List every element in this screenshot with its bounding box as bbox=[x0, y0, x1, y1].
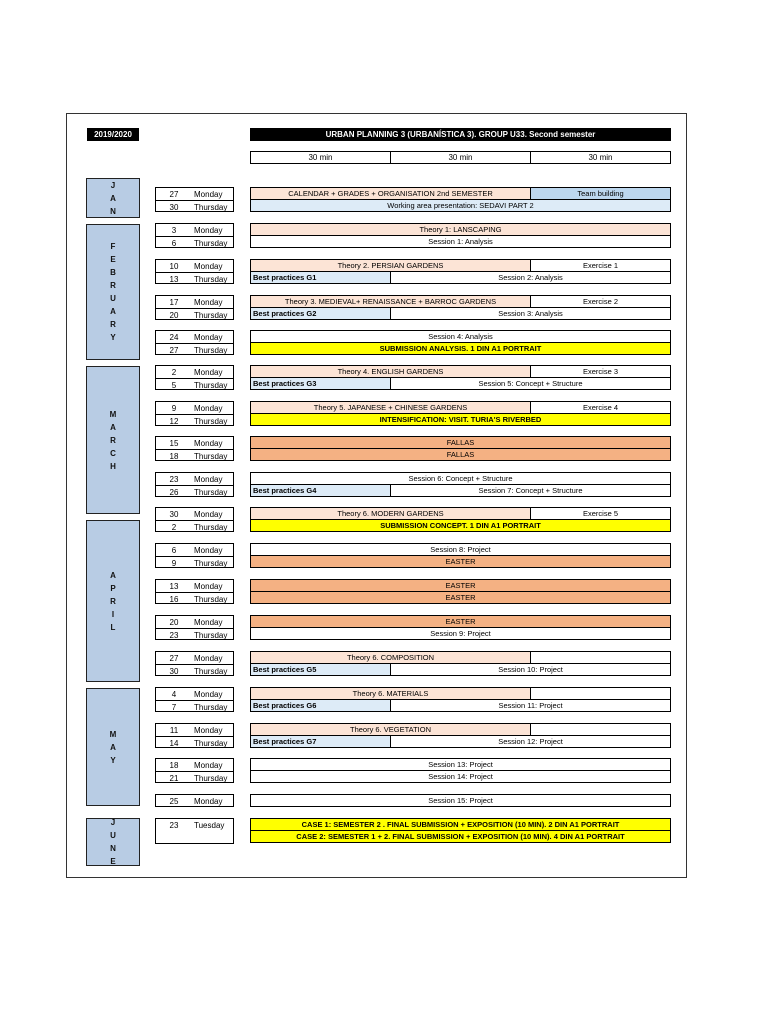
schedule-cell: Session 12: Project bbox=[390, 735, 671, 748]
weekday-name: Monday bbox=[194, 760, 223, 770]
day-number: 15 bbox=[169, 438, 179, 448]
day-number: 25 bbox=[169, 796, 179, 806]
month-letter: R bbox=[110, 281, 116, 290]
month-letter: P bbox=[110, 583, 116, 593]
date-row bbox=[156, 831, 233, 843]
date-row bbox=[156, 736, 233, 749]
month-letter: E bbox=[110, 255, 116, 264]
day-number: 23 bbox=[169, 630, 179, 640]
day-number: 20 bbox=[169, 617, 179, 627]
month-letter: N bbox=[110, 206, 116, 216]
schedule-cell: CASE 1: SEMESTER 2 . FINAL SUBMISSION + EXPOSITION (10 MIN). 2 DIN A1 PORTRAIT bbox=[250, 818, 671, 831]
weekday-name: Monday bbox=[194, 367, 223, 377]
schedule-cell: Theory 6. VEGETATION bbox=[250, 723, 531, 736]
schedule-cell: Theory 4. ENGLISH GARDENS bbox=[250, 365, 531, 378]
date-box bbox=[155, 295, 234, 320]
month-letter: M bbox=[109, 729, 117, 739]
date-row bbox=[156, 260, 233, 272]
weekday-name: Monday bbox=[194, 332, 223, 342]
month-label bbox=[86, 818, 140, 866]
date-row bbox=[156, 652, 233, 664]
date-row bbox=[156, 724, 233, 736]
date-row bbox=[156, 378, 233, 391]
weekday-name: Monday bbox=[194, 689, 223, 699]
schedule-cell: Session 3: Analysis bbox=[390, 307, 671, 320]
weekday-name: Thursday bbox=[194, 274, 228, 284]
weekday-name: Monday bbox=[194, 617, 223, 627]
date-row bbox=[156, 485, 233, 498]
date-row bbox=[156, 616, 233, 628]
date-row bbox=[156, 236, 233, 249]
schedule-cell: Exercise 3 bbox=[530, 365, 671, 378]
day-number: 13 bbox=[169, 581, 179, 591]
weekday-name: Monday bbox=[194, 297, 223, 307]
month-letter: U bbox=[110, 831, 116, 840]
month-label bbox=[86, 520, 140, 682]
day-number: 18 bbox=[169, 451, 179, 461]
schedule-cell: Session 13: Project bbox=[250, 758, 671, 771]
date-box bbox=[155, 615, 234, 640]
duration-col-1: 30 min bbox=[250, 151, 391, 164]
weekday-name: Monday bbox=[194, 581, 223, 591]
date-box bbox=[155, 758, 234, 783]
month-label bbox=[86, 366, 140, 514]
day-number: 16 bbox=[169, 594, 179, 604]
schedule-cell: Session 11: Project bbox=[390, 699, 671, 712]
schedule-cell: INTENSIFICATION: VISIT. TURIA'S RIVERBED bbox=[250, 413, 671, 426]
date-row bbox=[156, 200, 233, 213]
day-number: 14 bbox=[169, 738, 179, 748]
day-number: 27 bbox=[169, 189, 179, 199]
schedule-cell: Session 7: Concept + Structure bbox=[390, 484, 671, 497]
date-box bbox=[155, 687, 234, 712]
date-row bbox=[156, 795, 233, 807]
day-number: 6 bbox=[171, 238, 177, 248]
day-number: 6 bbox=[171, 545, 177, 555]
month-label bbox=[86, 178, 140, 218]
date-row bbox=[156, 296, 233, 308]
day-number: 23 bbox=[169, 820, 179, 830]
date-row bbox=[156, 819, 233, 831]
course-title: URBAN PLANNING 3 (URBANÍSTICA 3). GROUP U33. Second semester bbox=[250, 128, 671, 141]
day-number: 17 bbox=[169, 297, 179, 307]
weekday-name: Monday bbox=[194, 261, 223, 271]
month-letter: R bbox=[110, 596, 116, 606]
duration-col-2: 30 min bbox=[390, 151, 531, 164]
schedule-cell: EASTER bbox=[250, 591, 671, 604]
day-number: 2 bbox=[171, 367, 177, 377]
schedule-cell: SUBMISSION ANALYSIS. 1 DIN A1 PORTRAIT bbox=[250, 342, 671, 355]
schedule-cell: Best practices G1 bbox=[250, 271, 391, 284]
month-letter: A bbox=[110, 742, 116, 752]
weekday-name: Thursday bbox=[194, 702, 228, 712]
schedule-cell: Exercise 1 bbox=[530, 259, 671, 272]
schedule-cell: Theory 3. MEDIEVAL+ RENAISSANCE + BARROC GARDENS bbox=[250, 295, 531, 308]
month-letter: Y bbox=[110, 333, 116, 342]
schedule-cell: Exercise 2 bbox=[530, 295, 671, 308]
month-letter: J bbox=[110, 180, 116, 190]
schedule-cell: Session 4: Analysis bbox=[250, 330, 671, 343]
day-number: 18 bbox=[169, 760, 179, 770]
schedule-cell: Theory 1: LANSCAPING bbox=[250, 223, 671, 236]
date-box bbox=[155, 223, 234, 248]
date-box bbox=[155, 723, 234, 748]
day-number: 9 bbox=[171, 403, 177, 413]
day-number: 20 bbox=[169, 310, 179, 320]
date-row bbox=[156, 664, 233, 677]
day-number: 7 bbox=[171, 702, 177, 712]
weekday-name: Thursday bbox=[194, 202, 228, 212]
schedule-cell: EASTER bbox=[250, 579, 671, 592]
weekday-name: Thursday bbox=[194, 345, 228, 355]
schedule-cell: FALLAS bbox=[250, 448, 671, 461]
month-letter: A bbox=[110, 570, 116, 580]
schedule-cell: Session 6: Concept + Structure bbox=[250, 472, 671, 485]
month-letter: R bbox=[110, 435, 116, 445]
day-number: 13 bbox=[169, 274, 179, 284]
date-box bbox=[155, 436, 234, 461]
day-number: 30 bbox=[169, 202, 179, 212]
date-row bbox=[156, 224, 233, 236]
month-label bbox=[86, 688, 140, 806]
weekday-name: Monday bbox=[194, 438, 223, 448]
month-letter: M bbox=[109, 409, 117, 419]
date-row bbox=[156, 700, 233, 713]
schedule-cell: Exercise 5 bbox=[530, 507, 671, 520]
day-number: 3 bbox=[171, 225, 177, 235]
month-letter: C bbox=[110, 448, 116, 458]
month-letter: H bbox=[110, 461, 116, 471]
day-number: 11 bbox=[169, 725, 179, 735]
date-row bbox=[156, 580, 233, 592]
schedule-cell: Session 1: Analysis bbox=[250, 235, 671, 248]
day-number: 27 bbox=[169, 653, 179, 663]
weekday-name: Thursday bbox=[194, 594, 228, 604]
weekday-name: Monday bbox=[194, 509, 223, 519]
schedule-cell: Exercise 4 bbox=[530, 401, 671, 414]
weekday-name: Thursday bbox=[194, 416, 228, 426]
weekday-name: Thursday bbox=[194, 451, 228, 461]
schedule-cell: Session 5: Concept + Structure bbox=[390, 377, 671, 390]
day-number: 5 bbox=[171, 380, 177, 390]
schedule-cell: Best practices G4 bbox=[250, 484, 391, 497]
day-number: 23 bbox=[169, 474, 179, 484]
date-box bbox=[155, 543, 234, 568]
month-letter: A bbox=[110, 422, 116, 432]
date-box bbox=[155, 187, 234, 212]
weekday-name: Monday bbox=[194, 545, 223, 555]
date-row bbox=[156, 508, 233, 520]
weekday-name: Monday bbox=[194, 225, 223, 235]
weekday-name: Thursday bbox=[194, 487, 228, 497]
day-number: 30 bbox=[169, 509, 179, 519]
date-row bbox=[156, 188, 233, 200]
date-row bbox=[156, 592, 233, 605]
day-number: 12 bbox=[169, 416, 179, 426]
date-row bbox=[156, 556, 233, 569]
schedule-cell: Best practices G2 bbox=[250, 307, 391, 320]
date-row bbox=[156, 331, 233, 343]
schedule-cell: Best practices G6 bbox=[250, 699, 391, 712]
date-row bbox=[156, 544, 233, 556]
month-letter: A bbox=[110, 307, 116, 316]
date-row bbox=[156, 628, 233, 641]
month-letter: F bbox=[110, 242, 116, 251]
schedule-cell: Best practices G5 bbox=[250, 663, 391, 676]
schedule-cell: Session 2: Analysis bbox=[390, 271, 671, 284]
schedule-cell: Session 9: Project bbox=[250, 627, 671, 640]
year-label: 2019/2020 bbox=[87, 128, 139, 141]
month-letter: N bbox=[110, 844, 116, 853]
date-row bbox=[156, 771, 233, 784]
weekday-name: Monday bbox=[194, 796, 223, 806]
date-row bbox=[156, 449, 233, 462]
date-box bbox=[155, 401, 234, 426]
schedule-cell: Session 15: Project bbox=[250, 794, 671, 807]
day-number: 24 bbox=[169, 332, 179, 342]
schedule-cell: FALLAS bbox=[250, 436, 671, 449]
day-number: 21 bbox=[169, 773, 179, 783]
day-number: 27 bbox=[169, 345, 179, 355]
weekday-name: Monday bbox=[194, 653, 223, 663]
weekday-name: Thursday bbox=[194, 238, 228, 248]
date-box bbox=[155, 794, 234, 807]
weekday-name: Thursday bbox=[194, 380, 228, 390]
weekday-name: Thursday bbox=[194, 630, 228, 640]
month-label bbox=[86, 224, 140, 360]
schedule-cell: EASTER bbox=[250, 615, 671, 628]
month-letter: L bbox=[110, 622, 116, 632]
date-row bbox=[156, 688, 233, 700]
month-letter: A bbox=[110, 193, 116, 203]
schedule-cell: Session 14: Project bbox=[250, 770, 671, 783]
weekday-name: Thursday bbox=[194, 522, 228, 532]
date-row bbox=[156, 414, 233, 427]
date-box bbox=[155, 651, 234, 676]
month-letter: U bbox=[110, 294, 116, 303]
schedule-cell: Team building bbox=[530, 187, 671, 200]
date-box bbox=[155, 330, 234, 355]
date-box bbox=[155, 472, 234, 497]
month-letter: B bbox=[110, 268, 116, 277]
day-number: 10 bbox=[169, 261, 179, 271]
month-letter: E bbox=[110, 857, 116, 866]
schedule-cell: Session 8: Project bbox=[250, 543, 671, 556]
month-letter: R bbox=[110, 320, 116, 329]
schedule-cell: CALENDAR + GRADES + ORGANISATION 2nd SEMESTER bbox=[250, 187, 531, 200]
date-box bbox=[155, 259, 234, 284]
weekday-name: Monday bbox=[194, 403, 223, 413]
weekday-name: Monday bbox=[194, 725, 223, 735]
day-number: 2 bbox=[171, 522, 177, 532]
day-number: 30 bbox=[169, 666, 179, 676]
date-row bbox=[156, 366, 233, 378]
schedule-cell: Best practices G7 bbox=[250, 735, 391, 748]
date-box bbox=[155, 579, 234, 604]
weekday-name: Monday bbox=[194, 189, 223, 199]
month-letter: I bbox=[111, 609, 115, 619]
schedule-cell: CASE 2: SEMESTER 1 + 2. FINAL SUBMISSION + EXPOSITION (10 MIN). 4 DIN A1 PORTRAIT bbox=[250, 830, 671, 843]
date-row bbox=[156, 402, 233, 414]
weekday-name: Thursday bbox=[194, 738, 228, 748]
schedule-cell: Theory 6. COMPOSITION bbox=[250, 651, 531, 664]
date-box bbox=[155, 507, 234, 532]
date-row bbox=[156, 308, 233, 321]
schedule-cell: Session 10: Project bbox=[390, 663, 671, 676]
date-box bbox=[155, 365, 234, 390]
date-row bbox=[156, 343, 233, 356]
date-row bbox=[156, 272, 233, 285]
weekday-name: Thursday bbox=[194, 310, 228, 320]
date-row bbox=[156, 520, 233, 533]
schedule-cell: Best practices G3 bbox=[250, 377, 391, 390]
date-row bbox=[156, 473, 233, 485]
schedule-cell: EASTER bbox=[250, 555, 671, 568]
weekday-name: Thursday bbox=[194, 773, 228, 783]
weekday-name: Monday bbox=[194, 474, 223, 484]
day-number: 26 bbox=[169, 487, 179, 497]
day-number: 9 bbox=[171, 558, 177, 568]
schedule-cell: SUBMISSION CONCEPT. 1 DIN A1 PORTRAIT bbox=[250, 519, 671, 532]
schedule-cell: Theory 6. MODERN GARDENS bbox=[250, 507, 531, 520]
duration-col-3: 30 min bbox=[530, 151, 671, 164]
day-number: 4 bbox=[171, 689, 177, 699]
date-row bbox=[156, 437, 233, 449]
schedule-cell: Theory 5. JAPANESE + CHINESE GARDENS bbox=[250, 401, 531, 414]
weekday-name: Thursday bbox=[194, 558, 228, 568]
schedule-cell: Theory 6. MATERIALS bbox=[250, 687, 531, 700]
schedule-cell: Theory 2. PERSIAN GARDENS bbox=[250, 259, 531, 272]
date-box bbox=[155, 818, 234, 844]
month-letter: Y bbox=[110, 755, 116, 765]
schedule-cell: Working area presentation: SEDAVI PART 2 bbox=[250, 199, 671, 212]
month-letter: J bbox=[110, 818, 116, 827]
date-row bbox=[156, 759, 233, 771]
weekday-name: Thursday bbox=[194, 666, 228, 676]
weekday-name: Tuesday bbox=[194, 820, 225, 830]
